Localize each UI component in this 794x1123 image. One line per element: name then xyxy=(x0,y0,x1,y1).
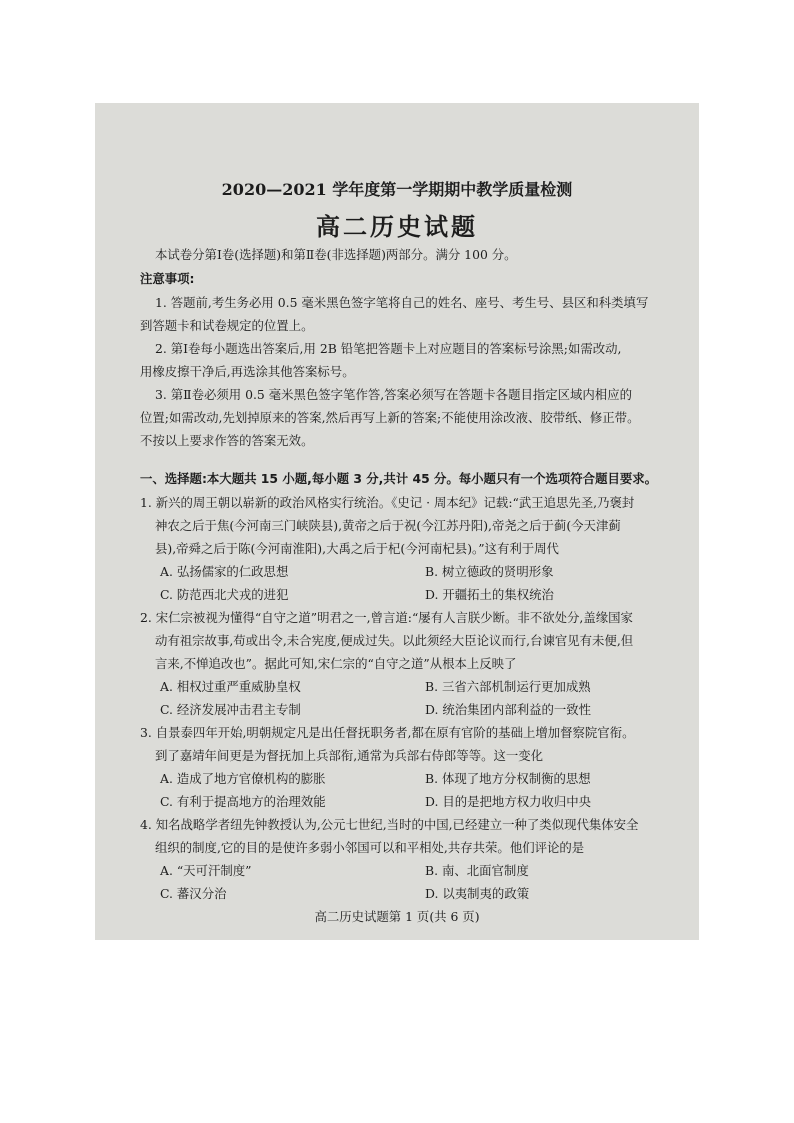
option-b: B. 体现了地方分权制衡的思想 xyxy=(425,771,591,786)
question-stem: 3. 自景泰四年开始,明朝规定凡是出任督抚职务者,都在原有官阶的基础上增加督察院官衔。 xyxy=(140,725,635,740)
notice-label: 注意事项: xyxy=(140,271,195,286)
option-d: D. 开疆拓土的集权统治 xyxy=(425,587,554,602)
option-a: A. 相权过重严重威胁皇权 xyxy=(160,679,301,694)
notice-line: 1. 答题前,考生务必用 0.5 毫米黑色签字笔将自己的姓名、座号、考生号、县区和科类填写 xyxy=(155,295,649,310)
section-title: 一、选择题:本大题共 15 小题,每小题 3 分,共计 45 分。每小题只有一个选项符合题目要求。 xyxy=(140,471,658,486)
option-a: A. “天可汗制度” xyxy=(160,863,252,878)
option-b: B. 树立德政的贤明形象 xyxy=(425,564,554,579)
question-stem: 1. 新兴的周王朝以崭新的政治风格实行统治。《史记 · 周本纪》记载:“武王追思先圣,乃褒封 xyxy=(140,495,635,510)
question-stem: 动有祖宗故事,苟或出令,未合宪度,便成过失。以此须经大臣论议而行,台谏官见有未便,但 xyxy=(155,633,634,648)
notice-line: 用橡皮擦干净后,再选涂其他答案标号。 xyxy=(140,364,355,379)
notice-line: 2. 第Ⅰ卷每小题选出答案后,用 2B 铅笔把答题卡上对应题目的答案标号涂黑;如需改动, xyxy=(155,341,622,356)
option-a: A. 弘扬儒家的仁政思想 xyxy=(160,564,289,579)
notice-line: 位置;如需改动,先划掉原来的答案,然后再写上新的答案;不能使用涂改液、胶带纸、修正带。 xyxy=(140,410,640,425)
page-footer: 高二历史试题第 1 页(共 6 页) xyxy=(314,909,480,924)
option-a: A. 造成了地方官僚机构的膨胀 xyxy=(160,771,326,786)
option-b: B. 南、北面官制度 xyxy=(425,863,529,878)
question-stem: 组织的制度,它的目的是使许多弱小邻国可以和平相处,共存共荣。他们评论的是 xyxy=(155,840,585,855)
option-d: D. 统治集团内部利益的一致性 xyxy=(425,702,592,717)
question-stem: 4. 知名战略学者纽先钟教授认为,公元七世纪,当时的中国,已经建立一种了类似现代集体安全 xyxy=(140,817,639,832)
notice-line: 3. 第Ⅱ卷必须用 0.5 毫米黑色签字笔作答,答案必须写在答题卡各题目指定区域内相应的 xyxy=(155,387,632,402)
option-c: C. 有利于提高地方的治理效能 xyxy=(160,794,326,809)
question-stem: 神农之后于焦(今河南三门峡陕县),黄帝之后于祝(今江苏丹阳),帝尧之后于蓟(今天津蓟 xyxy=(155,518,621,533)
notice-line: 不按以上要求作答的答案无效。 xyxy=(140,433,314,448)
notice-line: 到答题卡和试卷规定的位置上。 xyxy=(140,318,314,333)
question-stem: 2. 宋仁宗被视为懂得“自守之道”明君之一,曾言道:“屡有人言朕少断。非不欲处分,盖缘国家 xyxy=(140,610,633,625)
exam-intro: 本试卷分第Ⅰ卷(选择题)和第Ⅱ卷(非选择题)两部分。满分 100 分。 xyxy=(155,247,517,262)
exam-title: 高二历史试题 xyxy=(316,213,478,241)
option-c: C. 经济发展冲击君主专制 xyxy=(160,702,301,717)
exam-heading: 2020—2021 学年度第一学期期中教学质量检测 xyxy=(221,180,573,199)
question-stem: 言来,不惮追改也”。据此可知,宋仁宗的“自守之道”从根本上反映了 xyxy=(155,656,517,671)
option-d: D. 目的是把地方权力收归中央 xyxy=(425,794,592,809)
option-b: B. 三省六部机制运行更加成熟 xyxy=(425,679,591,694)
exam-paper xyxy=(95,103,699,940)
question-stem: 到了嘉靖年间更是为督抚加上兵部衔,通常为兵部右侍郎等等。这一变化 xyxy=(155,748,544,763)
option-c: C. 防范西北犬戎的进犯 xyxy=(160,587,289,602)
option-c: C. 蕃汉分治 xyxy=(160,886,227,901)
option-d: D. 以夷制夷的政策 xyxy=(425,886,530,901)
question-stem: 县),帝舜之后于陈(今河南淮阳),大禹之后于杞(今河南杞县)。”这有利于周代 xyxy=(155,541,559,556)
